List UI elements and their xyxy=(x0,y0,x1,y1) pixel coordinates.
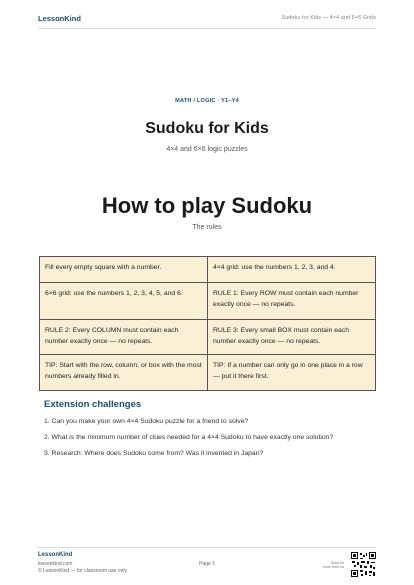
footer-website-link[interactable]: lessonkind.com xyxy=(38,561,73,567)
footer-copyright: © LessonKind — for classroom use only xyxy=(38,568,128,574)
rule-cell: RULE 1: Every ROW must contain each number exactly once — no repeats. xyxy=(208,283,376,320)
section-title: How to play Sudoku xyxy=(101,193,313,218)
rules-table xyxy=(39,256,376,391)
subject-eyebrow: MATH / LOGIC · Y1–Y4 xyxy=(175,98,239,104)
table-row xyxy=(40,355,376,391)
brand-logo-text: LessonKind xyxy=(38,14,81,23)
rule-cell: 4×4 grid: use the numbers 1, 2, 3, and 4. xyxy=(208,257,376,283)
rule-cell: 6×6 grid: use the numbers 1, 2, 3, 4, 5, and 6. xyxy=(40,283,208,320)
list-item: 1. Can you make your own 4×4 Sudoku puzzle for a friend to solve? xyxy=(44,418,249,425)
rule-cell: TIP: If a number can only go in one place in a row — put it there first. xyxy=(208,355,376,391)
extension-heading: Extension challenges xyxy=(44,399,142,410)
qr-caption-line: more from us xyxy=(322,565,344,570)
section-subtitle: The rules xyxy=(192,224,222,231)
page-header xyxy=(38,14,376,29)
rule-cell: RULE 2: Every COLUMN must contain each number exactly once — no repeats. xyxy=(40,320,208,355)
list-item: 2. What is the minimum number of clues needed for a 4×4 Sudoku to have exactly one solution? xyxy=(44,434,334,441)
list-item: 3. Research: Where does Sudoku come from? Was it invented in Japan? xyxy=(44,450,264,457)
page-title: Sudoku for Kids xyxy=(145,120,269,137)
rule-cell: Fill every empty square with a number. xyxy=(40,257,208,283)
rule-cell: RULE 3: Every small BOX must contain each number exactly once — no repeats. xyxy=(208,320,376,355)
qr-code-icon[interactable] xyxy=(351,552,376,577)
table-row xyxy=(40,320,376,355)
rule-cell: TIP: Start with the row, column, or box with the most numbers already filled in. xyxy=(40,355,208,391)
page-footer xyxy=(38,547,376,578)
page-number: Page 1 xyxy=(199,561,215,567)
footer-brand: LessonKind xyxy=(38,552,73,558)
table-row xyxy=(40,257,376,283)
table-row xyxy=(40,283,376,320)
qr-caption xyxy=(318,561,344,570)
header-document-title: Sudoku for Kids — 4×4 and 6×6 Grids xyxy=(281,15,376,21)
qr-caption-line: Scan for xyxy=(330,561,344,565)
page-subtitle: 4×4 and 6×6 logic puzzles xyxy=(166,146,248,153)
extension-list xyxy=(44,417,384,465)
